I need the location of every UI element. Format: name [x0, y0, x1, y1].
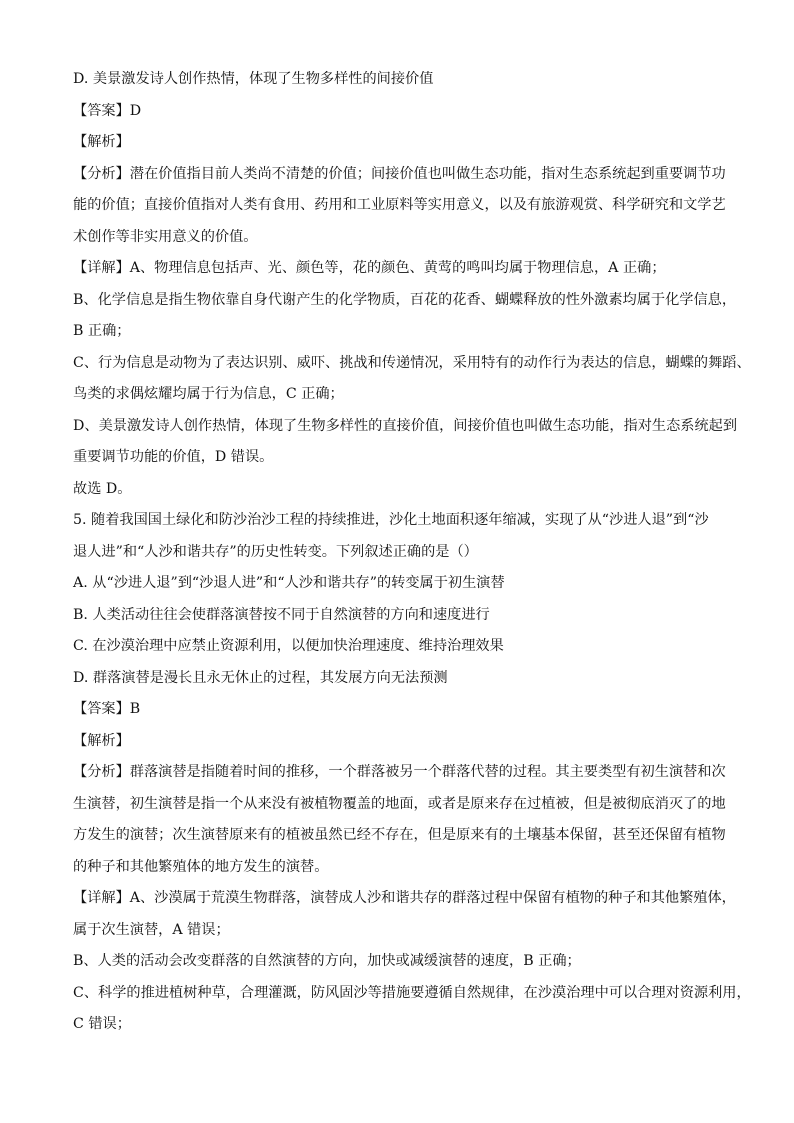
analysis-text-q4-line3: 术创作等非实用意义的价值。	[73, 228, 258, 245]
question-5-option-b: B. 人类活动往往会使群落演替按不同于自然演替的方向和速度进行	[73, 606, 490, 623]
question-5-option-a: A. 从“沙进人退”到“沙退人进”和“人沙和谐共存”的转变属于初生演替	[73, 575, 505, 591]
detail-q5-a-line1: 【详解】A、沙漠属于荒漠生物群落，演替成人沙和谐共存的群落过程中保留有植物的种子和其他繁殖体，	[73, 890, 736, 906]
analysis-text-q4-line2: 能的价值；直接价值指对人类有食用、药用和工业原料等实用意义，以及有旅游观赏、科学研究和文学艺	[73, 197, 726, 213]
question-5-option-c: C. 在沙漠治理中应禁止资源利用，以便加快治理速度、维持治理效果	[73, 638, 504, 654]
option-d-previous: D. 美景激发诗人创作热情，体现了生物多样性的间接价值	[73, 71, 434, 87]
analysis-text-q5-line1: 【分析】群落演替是指随着时间的推移，一个群落被另一个群落代替的过程。其主要类型有初生演替和次	[73, 764, 726, 780]
choice-conclusion-q4: 故选 D。	[73, 480, 132, 497]
detail-q4-d-line2: 重要调节功能的价值，D 错误。	[73, 449, 274, 465]
question-5-stem-line2: 退人进”和“人沙和谐共存”的历史性转变。下列叙述正确的是（）	[73, 543, 478, 560]
document-page	[73, 64, 751, 1041]
detail-q4-c-line2: 鸟类的求偶炫耀均属于行为信息，C 正确；	[73, 386, 344, 402]
analysis-heading-q4: 【解析】	[73, 134, 130, 150]
detail-q4-b-line2: B 正确；	[73, 323, 131, 339]
analysis-text-q4-line1: 【分析】潜在价值指目前人类尚不清楚的价值；间接价值也叫做生态功能，指对生态系统起到重要调节功	[73, 165, 726, 182]
analysis-text-q5-line4: 的种子和其他繁殖体的地方发生的演替。	[73, 858, 329, 875]
detail-q4-d-line1: D、美景激发诗人创作热情，体现了生物多样性的直接价值，间接价值也叫做生态功能，指对生态系统起到	[73, 417, 738, 434]
detail-q4-c-line1: C、行为信息是动物为了表达识别、威吓、挑战和传递情况，采用特有的动作行为表达的信息，蝴蝶的舞蹈、	[73, 354, 751, 371]
detail-q5-c-line1: C、科学的推进植树种草，合理灌溉，防风固沙等措施要遵循自然规律，在沙漠治理中可以合理对资源利用，	[73, 984, 751, 1001]
analysis-heading-q5: 【解析】	[73, 732, 130, 749]
detail-q5-a-line2: 属于次生演替，A 错误；	[73, 921, 230, 938]
detail-q4-a: 【详解】A、物理信息包括声、光、颜色等，花的颜色、黄莺的鸣叫均属于物理信息，A 正确；	[73, 260, 666, 276]
question-5-stem-line1: 5. 随着我国国土绿化和防沙治沙工程的持续推进，沙化土地面积逐年缩减，实现了从“沙进人退”到“沙	[73, 512, 709, 528]
detail-q5-c-line2: C 错误；	[73, 1016, 131, 1032]
answer-label-q5: 【答案】B	[73, 701, 141, 717]
analysis-text-q5-line2: 生演替，初生演替是指一个从来没有被植物覆盖的地面，或者是原来存在过植被，但是被彻底消灭了的地	[73, 795, 726, 812]
detail-q5-b: B、人类的活动会改变群落的自然演替的方向，加快或减缓演替的速度，B 正确；	[73, 953, 581, 969]
answer-label-q4: 【答案】D	[73, 102, 142, 119]
detail-q4-b-line1: B、化学信息是指生物依靠自身代谢产生的化学物质，百花的花香、蝴蝶释放的性外激素均属于化学信息，	[73, 291, 737, 308]
analysis-text-q5-line3: 方发生的演替；次生演替原来有的植被虽然已经不存在，但是原来有的土壤基本保留，甚至还保留有植物	[73, 827, 726, 843]
question-5-option-d: D. 群落演替是漫长且永无休止的过程，其发展方向无法预测	[73, 669, 448, 686]
